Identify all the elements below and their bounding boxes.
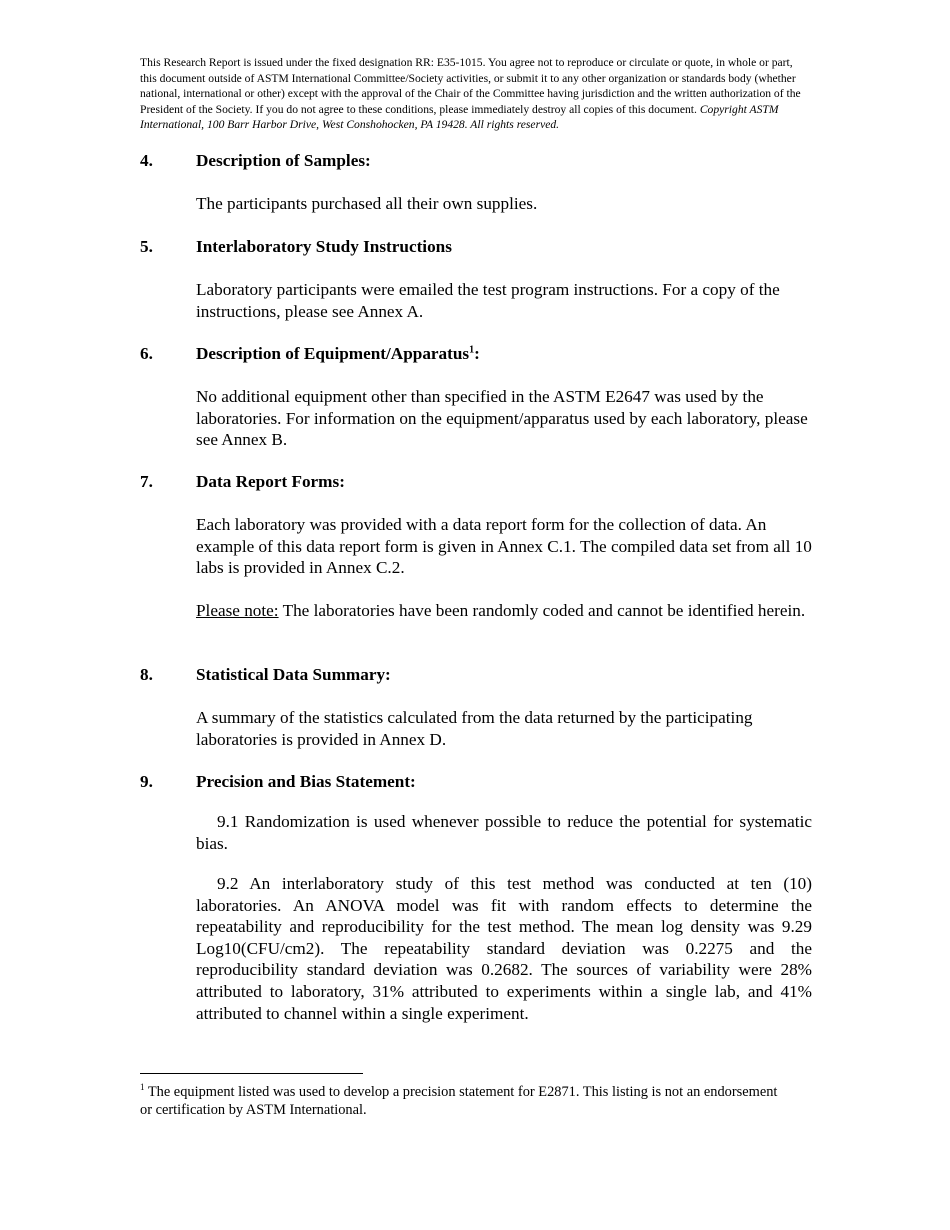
section-title: Description of Equipment/Apparatus [196, 344, 470, 363]
section-title: Interlaboratory Study Instructions [196, 237, 452, 256]
notice-text: This Research Report is issued under the fixed designation RR: E35-1015. You agree not to reproduce or circulate or quote, in whole or part, this document outside of ASTM International Committee/Society activities, or submit it to any other organization or standards body (whether national, international or other) except with the approval of the Chair of the Committee having jurisdiction and the written authorization of the President of the Society. If you do not agree to these conditions, please immediately destroy all copies of this document. [140, 56, 801, 116]
footnote-divider [140, 1073, 363, 1074]
section-7-body: Each laboratory was provided with a data report form for the collection of data. An example of this data report form is given in Annex C.1. The compiled data set from all 10 labs is provided in Annex C.2. [196, 515, 812, 578]
section-number: 9. [140, 772, 153, 791]
note-label: Please note: [196, 601, 279, 620]
section-5-body: Laboratory participants were emailed the test program instructions. For a copy of the instructions, please see Annex A. [196, 280, 780, 321]
section-title: Description of Samples: [196, 151, 371, 170]
section-4-body: The participants purchased all their own supplies. [196, 194, 538, 213]
section-7-note [196, 600, 812, 622]
footnote-ref: 1 [469, 344, 475, 356]
section-6-heading [140, 343, 820, 365]
section-8-heading [140, 664, 820, 686]
note-text: The laboratories have been randomly coded and cannot be identified herein. [278, 601, 806, 620]
section-title: Statistical Data Summary: [196, 665, 391, 684]
footnote-text: The equipment listed was used to develop a precision statement for E2871. This listing is not an endorsement or certification by ASTM International. [140, 1084, 778, 1118]
footnote-number: 1 [140, 1082, 145, 1093]
section-title: Data Report Forms: [196, 472, 345, 491]
copyright-text: Copyright ASTM International, 100 Barr Harbor Drive, West Conshohocken, PA 19428. All rights reserved. [140, 102, 779, 132]
paragraph-text: 9.2 An interlaboratory study of this test method was conducted at ten (10) laboratories. An ANOVA model was fit with random effects to determine the repeatability and reproducibility for the test method. The mean log density was 9.29 Log10(CFU/cm2). The repeatability standard deviation was 0.2275 and the reproducibility standard deviation was 0.2682. The sources of variability were 28% attributed to laboratory, 31% attributed to experiments within a single lab, and 41% attributed to channel within a single experiment. [196, 874, 812, 1023]
section-9-paragraph-1 [196, 811, 812, 854]
section-number: 6. [140, 344, 153, 363]
footnote [140, 1083, 780, 1119]
header-notice [140, 55, 810, 133]
section-title: Precision and Bias Statement: [196, 772, 416, 791]
section-9-paragraph-2 [196, 873, 812, 1024]
title-suffix: : [474, 344, 480, 363]
section-number: 4. [140, 151, 153, 170]
section-9-heading [140, 771, 820, 793]
section-number: 5. [140, 237, 153, 256]
paragraph-text: 9.1 Randomization is used whenever possible to reduce the potential for systematic bias. [196, 812, 812, 853]
section-8-body: A summary of the statistics calculated from the data returned by the participating laboratories is provided in Annex D. [196, 708, 753, 749]
section-5-heading [140, 236, 820, 258]
section-4-heading [140, 150, 820, 172]
section-6-body: No additional equipment other than specified in the ASTM E2647 was used by the laboratories. For information on the equipment/apparatus used by each laboratory, please see Annex B. [196, 387, 808, 450]
section-7-heading [140, 471, 820, 493]
section-number: 8. [140, 665, 153, 684]
section-number: 7. [140, 472, 153, 491]
